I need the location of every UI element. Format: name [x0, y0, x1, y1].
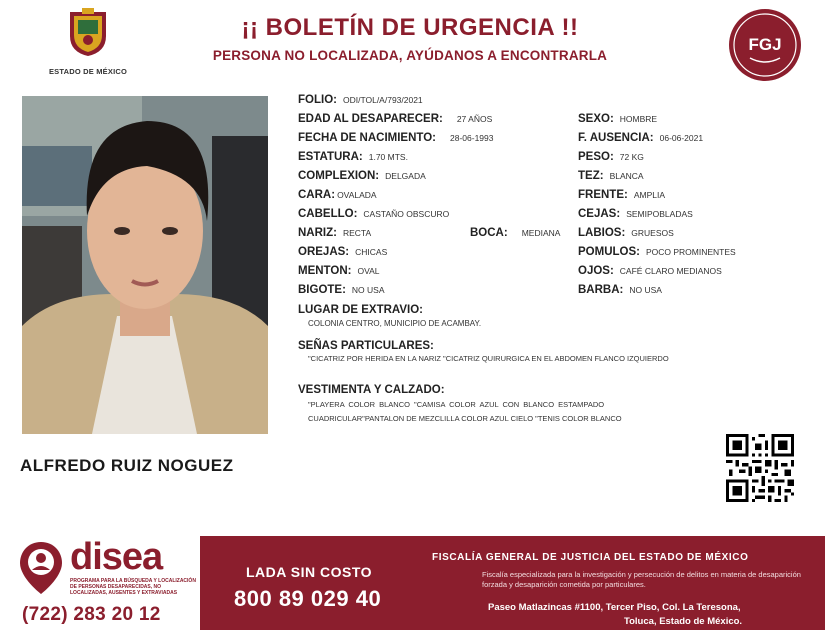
field-label: FECHA DE NACIMIENTO:	[298, 132, 436, 144]
field-label: TEZ:	[578, 170, 604, 182]
section-label: VESTIMENTA Y CALZADO:	[298, 384, 445, 396]
field-value: DELGADA	[385, 171, 426, 181]
field-value: CHICAS	[355, 247, 388, 257]
lada-phone-number[interactable]: 800 89 029 40	[234, 586, 382, 611]
section-vestimenta-label	[298, 380, 445, 398]
bulletin-title: ¡¡ BOLETÍN DE URGENCIA !!	[241, 14, 579, 41]
field-label: BIGOTE:	[298, 284, 346, 296]
field-value: CASTAÑO OBSCURO	[363, 209, 450, 219]
state-logo-caption: ESTADO DE MÉXICO	[48, 67, 128, 76]
field-value: 1.70 MTS.	[368, 152, 408, 162]
field-value: CAFÉ CLARO MEDIANOS	[619, 266, 722, 276]
field-complexion	[298, 166, 426, 184]
section-label: SEÑAS PARTICULARES:	[298, 340, 434, 352]
field-label: CABELLO:	[298, 208, 358, 220]
field-label: FRENTE:	[578, 189, 628, 201]
section-lugar-label	[298, 300, 423, 318]
bulletin-header	[0, 0, 829, 90]
qr-code[interactable]	[726, 434, 794, 502]
field-label: NARIZ:	[298, 227, 337, 239]
fge-address-line1: Paseo Matlazincas #1100, Tercer Piso, Col. La Teresona,	[488, 602, 741, 613]
state-coat-of-arms-icon	[64, 6, 112, 58]
field-label: POMULOS:	[578, 246, 640, 258]
field-value: GRUESOS	[631, 228, 674, 238]
field-barba	[578, 280, 662, 298]
odisea-logo	[18, 536, 198, 632]
field-value: ODI/TOL/A/793/2021	[342, 95, 423, 105]
estado-de-mexico-logo	[40, 6, 136, 80]
field-label: CARA:	[298, 189, 336, 201]
field-value: OVALADA	[337, 190, 377, 200]
field-cara	[298, 185, 377, 203]
field-label: OJOS:	[578, 265, 614, 277]
field-label: LABIOS:	[578, 227, 626, 239]
fgj-logo	[728, 8, 802, 82]
field-nariz	[298, 223, 371, 241]
field-label: BOCA:	[470, 227, 508, 239]
field-value: 06-06-2021	[659, 133, 704, 143]
fgj-logo-text: FGJ	[748, 35, 782, 54]
field-pomulos	[578, 242, 736, 260]
field-label: EDAD AL DESAPARECER:	[298, 113, 443, 125]
field-value: SEMIPOBLADAS	[626, 209, 693, 219]
field-bigote	[298, 280, 385, 298]
field-nacimiento	[298, 128, 493, 146]
field-orejas	[298, 242, 387, 260]
footer-contact-band	[200, 536, 825, 630]
field-label: ESTATURA:	[298, 151, 363, 163]
field-label: CEJAS:	[578, 208, 621, 220]
field-value: POCO PROMINENTES	[645, 247, 736, 257]
field-value: NO USA	[629, 285, 662, 295]
bulletin-subtitle: PERSONA NO LOCALIZADA, AYÚDANOS A ENCONTRARLA	[212, 48, 608, 63]
field-peso	[578, 147, 644, 165]
fge-description: Fiscalía especializada para la investigación y persecución de delitos en materia de desaparición forzada y desaparición cometida por particulares.	[482, 570, 801, 589]
location-pin-icon	[18, 540, 64, 596]
section-vestimenta-value-line1: "PLAYERA COLOR BLANCO "CAMISA COLOR AZUL CON BLANCO ESTAMPADO	[308, 400, 605, 409]
section-label: LUGAR DE EXTRAVIO:	[298, 304, 424, 316]
field-frente	[578, 185, 665, 203]
field-value: 27 AÑOS	[456, 114, 493, 124]
field-edad	[298, 109, 492, 127]
person-name: ALFREDO RUIZ NOGUEZ	[20, 456, 234, 475]
field-label: SEXO:	[578, 113, 614, 125]
field-ojos	[578, 261, 722, 279]
field-estatura	[298, 147, 408, 165]
field-value: OVAL	[357, 266, 380, 276]
field-cabello	[298, 204, 449, 222]
field-value: HOMBRE	[619, 114, 658, 124]
section-senas-value: "CICATRIZ POR HERIDA EN LA NARIZ "CICATRIZ QUIRURGICA EN EL ABDOMEN FLANCO IZQUIERDO	[308, 354, 669, 363]
field-label: MENTON:	[298, 265, 352, 277]
field-value: BLANCA	[609, 171, 644, 181]
fge-address-line2: Toluca, Estado de México.	[624, 616, 743, 627]
field-ausencia	[578, 128, 703, 146]
field-labios	[578, 223, 674, 241]
field-label: PESO:	[578, 151, 614, 163]
section-lugar-value: COLONIA CENTRO, MUNICIPIO DE ACAMBAY.	[308, 319, 482, 328]
section-vestimenta-value-line2: CUADRICULAR"PANTALON DE MEZCLILLA COLOR AZUL CIELO "TENIS COLOR BLANCO	[308, 414, 622, 423]
field-folio	[298, 90, 423, 108]
field-menton	[298, 261, 380, 279]
field-label: OREJAS:	[298, 246, 350, 258]
missing-person-photo	[22, 96, 268, 434]
field-value: AMPLIA	[633, 190, 666, 200]
field-label: BARBA:	[578, 284, 624, 296]
fge-title: FISCALÍA GENERAL DE JUSTICIA DEL ESTADO DE MÉXICO	[432, 552, 749, 563]
field-value: 28-06-1993	[450, 133, 494, 143]
odisea-description: PROGRAMA PARA LA BÚSQUEDA Y LOCALIZACIÓN DE PERSONAS DESAPARECIDAS, NO LOCALIZADAS, AUSENTES Y EXTRAVIADAS	[70, 578, 196, 596]
field-value: 72 KG	[619, 152, 644, 162]
odisea-phone[interactable]: (722) 283 20 12	[22, 604, 161, 625]
odisea-wordmark: disea	[70, 536, 163, 578]
field-value: RECTA	[342, 228, 372, 238]
field-tez	[578, 166, 644, 184]
field-value: MEDIANA	[521, 228, 561, 238]
field-label: COMPLEXION:	[298, 170, 380, 182]
lada-label: LADA SIN COSTO	[246, 564, 373, 580]
field-sexo	[578, 109, 657, 127]
field-cejas	[578, 204, 693, 222]
field-label: FOLIO:	[298, 94, 337, 106]
field-value: NO USA	[351, 285, 385, 295]
field-boca	[470, 223, 560, 241]
field-label: F. AUSENCIA:	[578, 132, 654, 144]
